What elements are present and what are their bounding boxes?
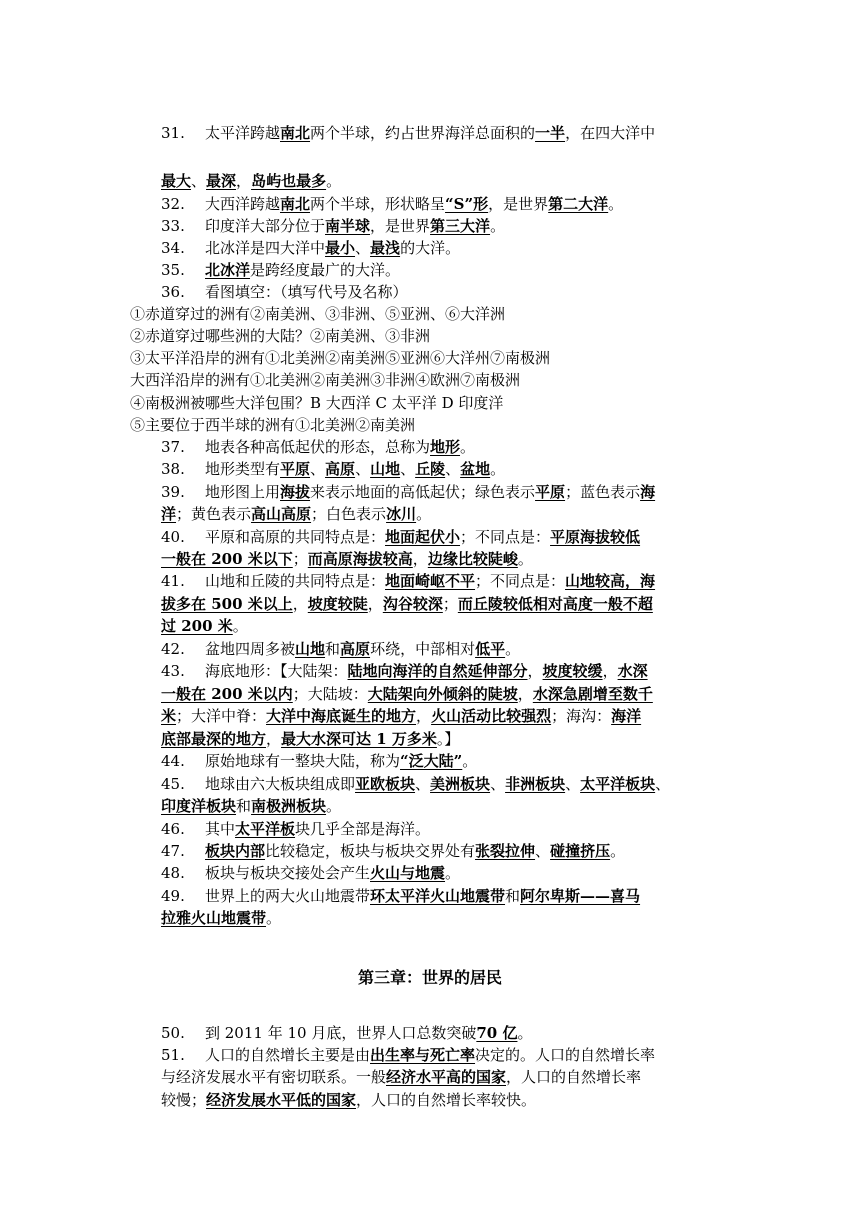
answer-text: 张裂拉伸 (475, 842, 536, 860)
answer-text: 太平洋板 (235, 820, 296, 838)
body-text: ；不同点是： (460, 528, 551, 546)
body-text: 山地和丘陵的共同特点是： (205, 572, 386, 590)
answer-text: 第三大洋 (430, 217, 491, 235)
body-text: ；大陆坡： (292, 685, 368, 703)
answer-text: 最大水深可达 1 万多米 (281, 730, 437, 748)
body-text: 。 (460, 438, 476, 456)
body-text: 、 (655, 775, 671, 793)
answer-text: 低平 (475, 640, 506, 658)
body-text: 的大洋。 (400, 239, 461, 257)
body-text: ，是世界 (488, 195, 549, 213)
body-text: 环绕，中部相对 (370, 640, 476, 658)
answer-text: 米 (161, 707, 177, 725)
answer-text: 最大 (161, 172, 192, 190)
body-text: ；白色表示 (311, 505, 387, 523)
answer-text: 丘陵 (415, 460, 446, 478)
text-line (161, 705, 860, 727)
body-text: 。 (326, 797, 342, 815)
body-text: ， (367, 595, 383, 613)
answer-text: 地面崎岖不平 (385, 572, 476, 590)
answer-text: 火山与地震 (370, 864, 446, 882)
text-line (161, 593, 860, 615)
answer-text: 70 亿 (476, 1024, 518, 1042)
body-text: 比较稳定，板块与板块交界处有 (265, 842, 476, 860)
body-text: ；不同点是： (475, 572, 566, 590)
answer-text: 坡度较陡 (307, 595, 368, 613)
body-text: 。 (326, 172, 342, 190)
text-line (161, 683, 860, 705)
answer-text: 山地 (370, 460, 401, 478)
text-line (130, 347, 860, 369)
answer-text: 拔多在 500 米以上 (161, 595, 293, 613)
answer-text: “泛大陆” (400, 752, 463, 770)
answer-text: 最浅 (370, 239, 401, 257)
answer-text: 最深 (206, 172, 237, 190)
answer-text: 大洋中海底诞生的地方 (266, 707, 417, 725)
text-line (161, 840, 860, 862)
text-line (161, 1044, 860, 1066)
text-line (161, 773, 860, 795)
body-text: 印度洋大部分位于 (205, 217, 326, 235)
body-text: 地球由六大板块组成即 (205, 775, 356, 793)
answer-text: 水深急剧增至数千 (532, 685, 653, 703)
answer-text: 火山活动比较强烈 (431, 707, 552, 725)
body-text: 。 (266, 909, 282, 927)
answer-text: 南北 (280, 124, 311, 142)
answer-text: 水深 (617, 662, 648, 680)
answer-text: 一般在 200 米以下 (161, 550, 293, 568)
body-text: 。 (505, 640, 521, 658)
body-text: 看图填空：（填写代号及名称） (205, 283, 408, 301)
answer-text: “S”形 (445, 195, 489, 213)
text-line (130, 392, 860, 414)
answer-text: 非洲板块 (505, 775, 566, 793)
answer-text: 高原 (340, 640, 371, 658)
body-text: 。 (490, 460, 506, 478)
body-text: 、 (535, 842, 551, 860)
body-text: 、 (310, 460, 326, 478)
text-line (161, 458, 860, 480)
body-text: 地形图上用 (205, 483, 281, 501)
text-line (161, 215, 860, 237)
item-number: 43. (161, 662, 185, 680)
answer-text: 而丘陵较低相对高度一般不超 (457, 595, 653, 613)
text-line (161, 795, 860, 817)
body-text: 世界上的两大火山地震带 (205, 887, 371, 905)
body-text: 大西洋沿岸的洲有①北美洲②南美洲③非洲④欧洲⑦南极洲 (130, 371, 521, 389)
answer-text: 北冰洋 (205, 261, 251, 279)
answer-text: 沟谷较深 (382, 595, 443, 613)
answer-text: 经济水平高的国家 (386, 1068, 507, 1086)
text-line (161, 907, 860, 929)
body-text: 板块与板块交接处会产生 (205, 864, 371, 882)
body-text: 。 (462, 752, 478, 770)
body-text: 来表示地面的高低起伏；绿色表示 (310, 483, 536, 501)
answer-text: 印度洋板块 (161, 797, 237, 815)
text-line (161, 570, 860, 592)
answer-text: 大陆架向外倾斜的陡坡 (367, 685, 518, 703)
text-line (161, 750, 860, 772)
body-text: 。 (490, 217, 506, 235)
item-number: 50. (161, 1024, 185, 1042)
body-text: 。 (232, 617, 248, 635)
body-text: 、 (565, 775, 581, 793)
body-text: ， (292, 595, 308, 613)
text-line (161, 548, 860, 570)
answer-text: 南北 (280, 195, 311, 213)
body-text: ③太平洋沿岸的洲有①北美洲②南美洲⑤亚洲⑥大洋州⑦南极洲 (130, 349, 551, 367)
answer-text: 陆地向海洋的自然延伸部分 (347, 662, 528, 680)
text-line (161, 503, 860, 525)
text-line (161, 862, 860, 884)
answer-text: 出生率与死亡率 (370, 1046, 476, 1064)
body-text: 地表各种高低起伏的形态，总称为 (205, 438, 431, 456)
body-text: 与经济发展水平有密切联系。一般 (161, 1068, 387, 1086)
body-text: ；海沟： (551, 707, 612, 725)
item-number: 38. (161, 460, 185, 478)
body-text: ②赤道穿过哪些洲的大陆？②南美洲、③非洲 (130, 327, 431, 345)
body-text: ；黄色表示 (176, 505, 252, 523)
item-number: 39. (161, 483, 185, 501)
body-text: ①赤道穿过的洲有②南美洲、③非洲、⑤亚洲、⑥大洋洲 (130, 305, 506, 323)
body-text: 和 (236, 797, 252, 815)
answer-text: 一般在 200 米以内 (161, 685, 293, 703)
answer-text: 最小 (325, 239, 356, 257)
body-text: 、 (400, 460, 416, 478)
answer-text: 环太平洋火山地震带 (370, 887, 506, 905)
text-line (161, 259, 860, 281)
answer-text: 边缘比较陡峻 (427, 550, 518, 568)
text-line (161, 281, 860, 303)
item-number: 31. (161, 124, 185, 142)
body-text: 平原和高原的共同特点是： (205, 528, 386, 546)
body-text: 其中 (205, 820, 236, 838)
text-line (130, 325, 860, 347)
answer-text: 海 (640, 483, 656, 501)
answer-text: 山地 (295, 640, 326, 658)
body-text: ⑤主要位于西半球的洲有①北美洲②南美洲 (130, 416, 416, 434)
body-text: 、 (191, 172, 207, 190)
answer-text: 南半球 (325, 217, 371, 235)
answer-text: 第二大洋 (548, 195, 609, 213)
item-number: 36. (161, 283, 185, 301)
body-text: 太平洋跨越 (205, 124, 281, 142)
answer-text: 南极洲板块 (251, 797, 327, 815)
body-text: 。 (416, 505, 432, 523)
body-text: ，人口的自然增长率较快。 (356, 1091, 537, 1109)
body-text: 人口的自然增长主要是由 (205, 1046, 371, 1064)
text-line (130, 369, 860, 391)
body-text: 、 (490, 775, 506, 793)
item-number: 35. (161, 261, 185, 279)
text-line (130, 414, 860, 436)
answer-text: 盆地 (460, 460, 491, 478)
answer-text: 而高原海拔较高 (307, 550, 413, 568)
chapter-title: 第三章：世界的居民 (357, 968, 502, 987)
text-line (161, 237, 860, 259)
answer-text: 太平洋板块 (580, 775, 656, 793)
item-number: 47. (161, 842, 185, 860)
answer-text: 地形 (430, 438, 461, 456)
body-text: ，人口的自然增长率 (506, 1068, 642, 1086)
body-text: 。 (608, 195, 624, 213)
body-text: 地形类型有 (205, 460, 281, 478)
answer-text: 碰撞挤压 (550, 842, 611, 860)
item-number: 41. (161, 572, 185, 590)
item-number: 49. (161, 887, 185, 905)
text-line (161, 1066, 860, 1088)
body-text: ， (266, 730, 282, 748)
body-text: 。 (517, 550, 533, 568)
body-text: 块几乎全部是海洋。 (295, 820, 431, 838)
text-line (161, 1022, 860, 1044)
answer-text: 坡度较缓 (542, 662, 603, 680)
answer-text: 过 200 米 (161, 617, 233, 635)
item-number: 42. (161, 640, 185, 658)
text-line (161, 170, 860, 192)
text-line (161, 1089, 860, 1111)
body-text: ；大洋中脊： (176, 707, 267, 725)
answer-text: 地面起伏小 (385, 528, 461, 546)
body-text: 。】 (436, 730, 460, 748)
answer-text: 一半 (535, 124, 566, 142)
item-number: 51. (161, 1046, 185, 1064)
item-number: 44. (161, 752, 185, 770)
answer-text: 冰川 (386, 505, 417, 523)
item-number: 33. (161, 217, 185, 235)
body-text: 两个半球，约占世界海洋总面积的 (310, 124, 536, 142)
body-text: ，是世界 (370, 217, 431, 235)
body-text: 、 (355, 460, 371, 478)
item-number: 40. (161, 528, 185, 546)
body-text: 是跨经度最广的大洋。 (250, 261, 401, 279)
text-line (161, 728, 860, 750)
body-text: ； (292, 550, 308, 568)
body-text: 较慢； (161, 1091, 207, 1109)
body-text: 盆地四周多被 (205, 640, 296, 658)
body-text: 、 (445, 460, 461, 478)
body-text: 和 (505, 887, 521, 905)
text-line (161, 885, 860, 907)
text-line (130, 303, 860, 325)
body-text: 和 (325, 640, 341, 658)
body-text: ；蓝色表示 (565, 483, 641, 501)
body-text: ； (442, 595, 458, 613)
text-line (161, 193, 860, 215)
body-text: ， (517, 685, 533, 703)
text-line (161, 481, 860, 503)
body-text: ④南极洲被哪些大洋包围？B 大西洋 C 太平洋 D 印度洋 (130, 394, 504, 412)
body-text: 北冰洋是四大洋中 (205, 239, 326, 257)
answer-text: 海洋 (611, 707, 642, 725)
text-line (161, 638, 860, 660)
text-line (161, 526, 860, 548)
item-number: 32. (161, 195, 185, 213)
answer-text: 美洲板块 (430, 775, 491, 793)
text-line (161, 660, 860, 682)
answer-text: 平原 (280, 460, 311, 478)
body-text: 海底地形：【大陆架： (205, 662, 348, 680)
text-line (161, 818, 860, 840)
body-text: ， (236, 172, 252, 190)
item-number: 34. (161, 239, 185, 257)
answer-text: 海拔 (280, 483, 311, 501)
item-number: 46. (161, 820, 185, 838)
answer-text: 高山高原 (251, 505, 312, 523)
text-line (161, 615, 860, 637)
answer-text: 阿尔卑斯——喜马 (520, 887, 641, 905)
body-text: 。 (445, 864, 461, 882)
body-text: ， (602, 662, 618, 680)
body-text: ， (416, 707, 432, 725)
answer-text: 洋 (161, 505, 177, 523)
body-text: 两个半球，形状略呈 (310, 195, 446, 213)
body-text: ，在四大洋中 (565, 124, 656, 142)
body-text: 、 (415, 775, 431, 793)
answer-text: 经济发展水平低的国家 (206, 1091, 357, 1109)
item-number: 48. (161, 864, 185, 882)
body-text: 原始地球有一整块大陆，称为 (205, 752, 401, 770)
answer-text: 山地较高，海 (565, 572, 656, 590)
body-text: ， (527, 662, 543, 680)
answer-text: 亚欧板块 (355, 775, 416, 793)
answer-text: 高原 (325, 460, 356, 478)
item-number: 37. (161, 438, 185, 456)
body-text: 到 2011 年 10 月底，世界人口总数突破 (205, 1024, 477, 1042)
text-line (161, 436, 860, 458)
body-text: 、 (355, 239, 371, 257)
item-number: 45. (161, 775, 185, 793)
body-text: 。 (517, 1024, 533, 1042)
body-text: 决定的。人口的自然增长率 (475, 1046, 656, 1064)
answer-text: 平原 (535, 483, 566, 501)
text-line (161, 122, 860, 144)
body-text: ， (412, 550, 428, 568)
answer-text: 拉雅火山地震带 (161, 909, 267, 927)
answer-text: 岛屿也最多 (251, 172, 327, 190)
answer-text: 平原海拔较低 (550, 528, 641, 546)
answer-text: 底部最深的地方 (161, 730, 267, 748)
answer-text: 板块内部 (205, 842, 266, 860)
body-text: 大西洋跨越 (205, 195, 281, 213)
body-text: 。 (610, 842, 626, 860)
